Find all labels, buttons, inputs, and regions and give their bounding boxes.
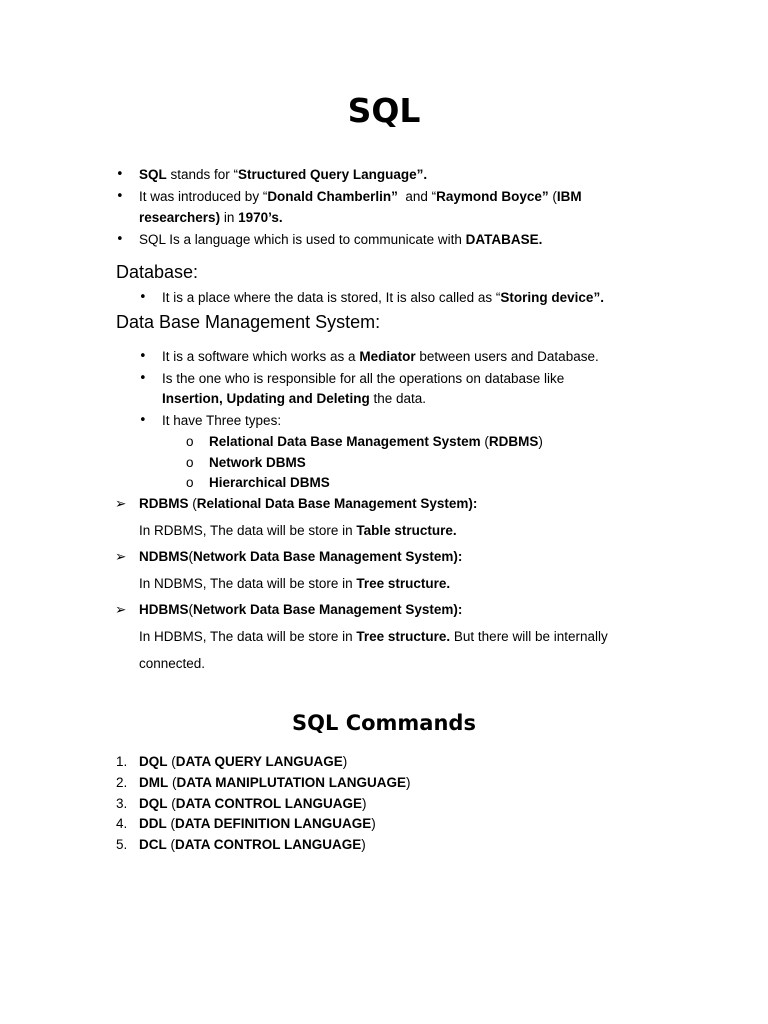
list-number: 3.	[116, 796, 128, 811]
bullet-icon: •	[139, 413, 147, 428]
bullet-icon: •	[116, 189, 124, 204]
hdbms-description-line-1: In HDBMS, The data will be store in Tree structure. But there will be internally	[139, 629, 608, 644]
page-title: SQL	[347, 91, 421, 130]
ndbms-description: In NDBMS, The data will be store in Tree structure.	[139, 576, 451, 591]
dbms-bullet-3: It have Three types:	[162, 413, 282, 428]
bullet-icon: •	[139, 290, 147, 305]
bullet-icon: •	[116, 232, 124, 247]
arrow-bullet-icon: ➢	[115, 602, 127, 617]
intro-bullet-2-line-1: It was introduced by “Donald Chamberlin” and “Raymond Boyce” (IBM	[139, 189, 582, 204]
dbms-heading: Data Base Management System:	[116, 312, 381, 332]
bullet-icon: •	[116, 167, 124, 182]
list-number: 2.	[116, 775, 128, 790]
dbms-bullet-2-line-2: Insertion, Updating and Deleting the data.	[162, 391, 427, 406]
dbms-bullet-1: It is a software which works as a Mediator between users and Database.	[162, 349, 599, 364]
rdbms-heading: RDBMS (Relational Data Base Management System):	[139, 496, 478, 511]
dbms-type-2: Network DBMS	[209, 455, 306, 470]
commands-heading: SQL Commands	[292, 711, 476, 735]
list-number: 1.	[116, 754, 128, 769]
dbms-type-1: Relational Data Base Management System (RDBMS)	[209, 434, 543, 449]
database-bullet-1: It is a place where the data is stored, It is also called as “Storing device”.	[162, 290, 604, 305]
sub-bullet-icon: o	[186, 434, 194, 449]
intro-bullet-1: SQL stands for “Structured Query Language”.	[139, 167, 428, 182]
bullet-icon: •	[139, 371, 147, 386]
hdbms-heading: HDBMS(Network Data Base Management System):	[139, 602, 463, 617]
arrow-bullet-icon: ➢	[115, 496, 127, 511]
command-item-2: DML (DATA MANIPLUTATION LANGUAGE)	[139, 775, 411, 790]
command-item-5: DCL (DATA CONTROL LANGUAGE)	[139, 837, 366, 852]
intro-bullet-3: SQL Is a language which is used to communicate with DATABASE.	[139, 232, 543, 247]
hdbms-description-line-2: connected.	[139, 656, 206, 671]
rdbms-description: In RDBMS, The data will be store in Table structure.	[139, 523, 457, 538]
command-item-1: DQL (DATA QUERY LANGUAGE)	[139, 754, 348, 769]
list-number: 5.	[116, 837, 128, 852]
dbms-type-3: Hierarchical DBMS	[209, 475, 330, 490]
list-number: 4.	[116, 816, 128, 831]
dbms-bullet-2-line-1: Is the one who is responsible for all the operations on database like	[162, 371, 565, 386]
arrow-bullet-icon: ➢	[115, 549, 127, 564]
intro-bullet-2-line-2: researchers) in 1970’s.	[139, 210, 283, 225]
sub-bullet-icon: o	[186, 455, 194, 470]
command-item-4: DDL (DATA DEFINITION LANGUAGE)	[139, 816, 376, 831]
sub-bullet-icon: o	[186, 475, 194, 490]
database-heading: Database:	[116, 262, 199, 282]
bullet-icon: •	[139, 349, 147, 364]
command-item-3: DQL (DATA CONTROL LANGUAGE)	[139, 796, 367, 811]
ndbms-heading: NDBMS(Network Data Base Management System):	[139, 549, 463, 564]
